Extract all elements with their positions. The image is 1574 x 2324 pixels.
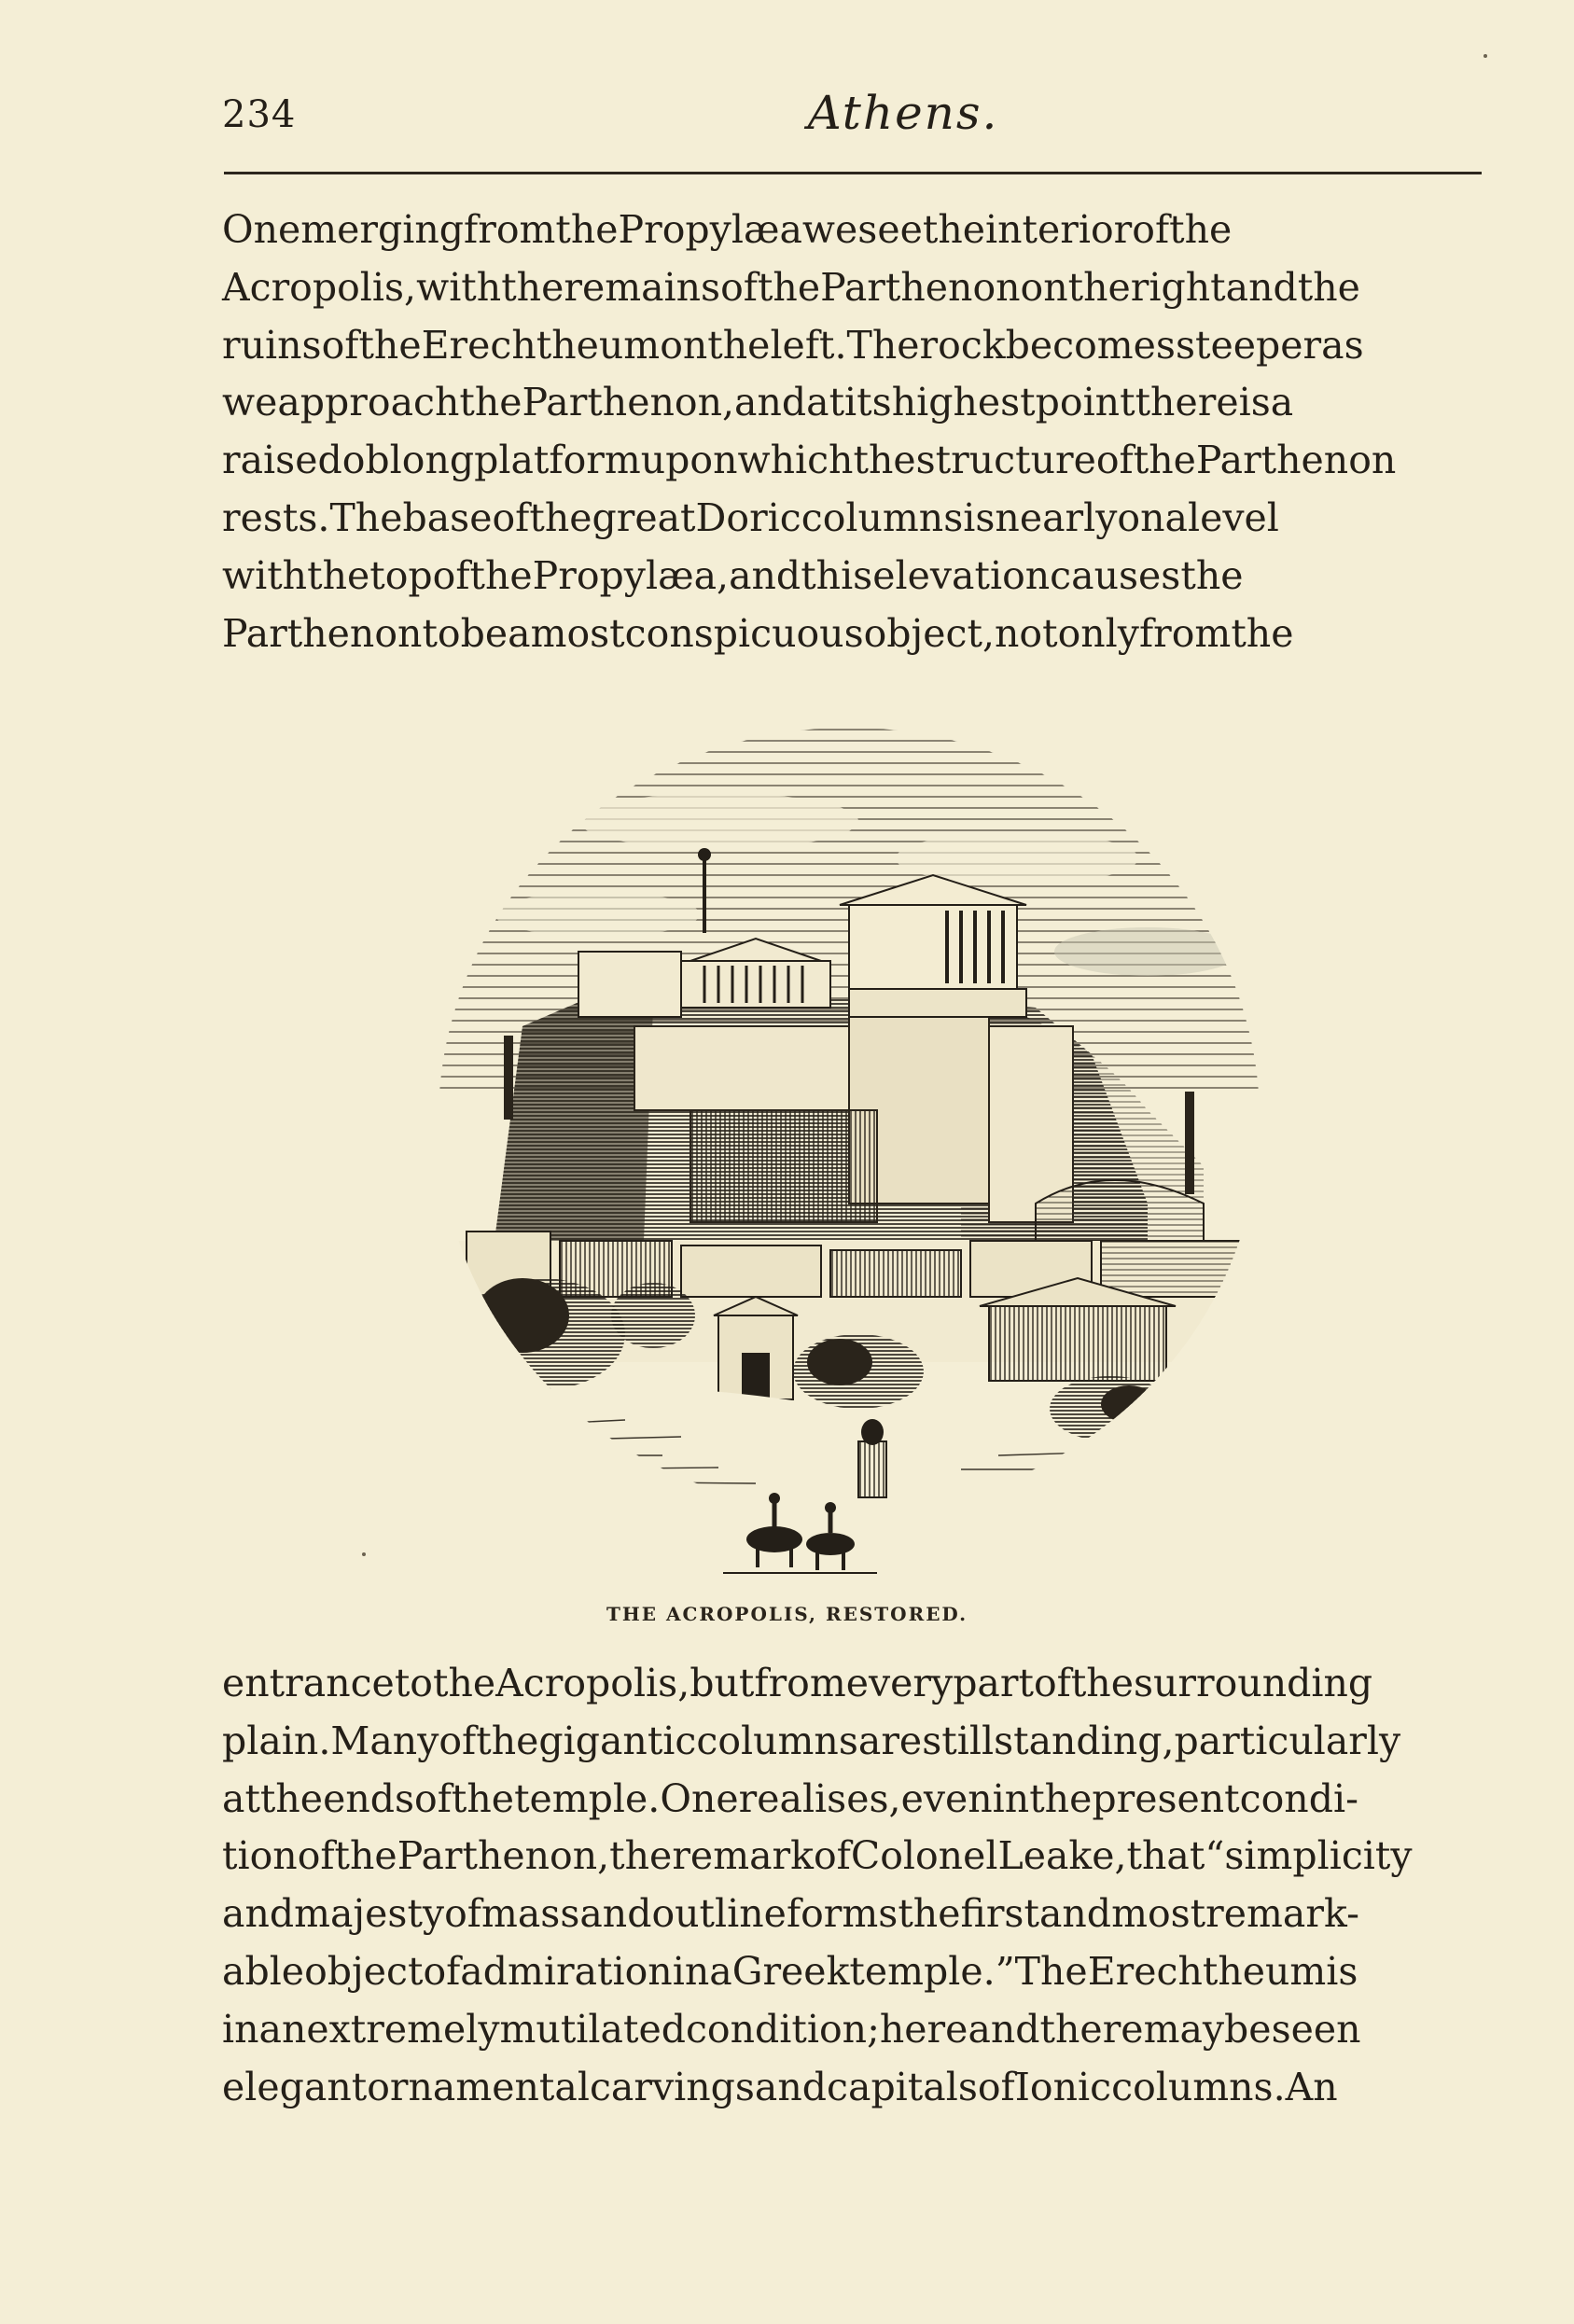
word: the: [1133, 438, 1196, 483]
word: not: [995, 610, 1058, 656]
word: columns: [801, 494, 964, 540]
word: and: [1038, 1891, 1112, 1937]
word: temple.: [514, 1775, 661, 1821]
text-line: [222, 548, 1480, 605]
word: its: [844, 380, 892, 425]
word: the: [451, 1775, 515, 1821]
word: every: [845, 1661, 954, 1705]
word: forms: [786, 1891, 898, 1937]
word: at: [222, 1775, 260, 1821]
word: are: [857, 1718, 923, 1763]
word: highest: [891, 380, 1036, 425]
word: and: [754, 2064, 828, 2109]
word: Acropolis,: [222, 264, 417, 310]
word: be: [460, 610, 508, 656]
word: seen: [1271, 2006, 1361, 2052]
word: part: [953, 1661, 1034, 1705]
word: of: [423, 1948, 461, 1994]
word: be: [1224, 2006, 1272, 2052]
text-line: [222, 1713, 1480, 1771]
word: mutilated: [499, 2006, 686, 2052]
word: the: [476, 1718, 539, 1763]
word: Colonel: [850, 1833, 998, 1879]
word: Parthenon,: [397, 1833, 610, 1879]
word: causes: [1050, 552, 1181, 598]
text-line: [222, 2001, 1480, 2059]
word: that: [1126, 1833, 1205, 1879]
word: structure: [915, 438, 1096, 483]
word: we: [801, 207, 858, 252]
word: the: [922, 207, 986, 252]
word: most: [1111, 1891, 1206, 1937]
word: of: [444, 1891, 481, 1937]
page-number: 234: [222, 93, 297, 136]
word: level: [1187, 494, 1279, 540]
word: able: [222, 1948, 305, 1994]
word: a: [709, 1948, 732, 1994]
word: a: [1164, 494, 1188, 540]
word: Acropolis,: [495, 1661, 690, 1705]
word: in: [672, 1948, 710, 1994]
word: columns: [696, 1718, 858, 1763]
word: the: [307, 552, 370, 598]
word: of: [297, 1833, 335, 1879]
word: of: [321, 322, 359, 368]
text-line: [222, 374, 1480, 432]
word: Many: [330, 1718, 439, 1763]
word: majesty: [294, 1891, 445, 1937]
word: The: [1014, 1948, 1088, 1994]
word: of: [492, 494, 530, 540]
word: Parthenon: [222, 610, 423, 656]
text-line: [222, 490, 1480, 548]
text-line: [222, 259, 1480, 317]
word: present: [1092, 1775, 1240, 1821]
word: is: [1326, 1948, 1358, 1994]
word: only: [1057, 610, 1139, 656]
word: object,: [863, 610, 996, 656]
word: the: [1029, 1775, 1093, 1821]
word: the: [1180, 552, 1244, 598]
word: to: [422, 610, 461, 656]
word: but: [689, 1661, 755, 1705]
word: admiration: [460, 1948, 673, 1994]
word: an: [258, 2006, 307, 2052]
text-line: [222, 317, 1480, 375]
paragraph-bottom: [222, 1655, 1480, 2116]
word: upon: [640, 438, 738, 483]
word: Propylæa,: [532, 552, 730, 598]
word: Propylæa: [618, 207, 802, 252]
word: is: [1238, 380, 1271, 425]
figure-caption: THE ACROPOLIS, RESTORED.: [606, 1603, 968, 1625]
word: Leake,: [997, 1833, 1127, 1879]
word: the: [259, 1775, 324, 1821]
word: interior: [985, 207, 1133, 252]
word: Doric: [695, 494, 801, 540]
word: gigantic: [538, 1718, 697, 1763]
word: becomes: [1005, 322, 1176, 368]
word: of: [439, 1718, 477, 1763]
word: rock: [919, 322, 1006, 368]
word: remark-: [1205, 1891, 1359, 1937]
word: and: [579, 1891, 652, 1937]
word: mass: [481, 1891, 580, 1937]
word: tion: [222, 1833, 298, 1879]
word: Erechtheum: [421, 322, 661, 368]
word: there: [1135, 380, 1239, 425]
word: top: [369, 552, 433, 598]
word: point: [1035, 380, 1135, 425]
word: of: [414, 1775, 452, 1821]
word: Greek: [731, 1948, 850, 1994]
word: Erechtheum: [1087, 1948, 1327, 1994]
word: as: [1321, 322, 1364, 368]
word: of: [1095, 438, 1134, 483]
word: surrounding: [1133, 1661, 1373, 1705]
word: with: [416, 264, 502, 310]
text-line: [222, 1828, 1480, 1886]
word: The: [846, 322, 920, 368]
header-rule: [224, 172, 1482, 174]
word: the: [501, 264, 564, 310]
word: right: [1130, 264, 1226, 310]
word: elevation: [872, 552, 1051, 598]
word: the: [898, 1891, 961, 1937]
word: here: [879, 2006, 968, 2052]
word: and: [968, 2006, 1040, 2052]
word: steeper: [1175, 322, 1322, 368]
word: on: [1117, 494, 1165, 540]
word: in: [222, 2006, 259, 2052]
word: the: [757, 264, 821, 310]
word: Parthenon: [1195, 438, 1397, 483]
word: on: [1020, 264, 1068, 310]
word: the: [609, 1833, 673, 1879]
word: raised: [222, 438, 342, 483]
word: of: [1132, 207, 1170, 252]
word: of: [432, 552, 470, 598]
word: a: [1270, 380, 1294, 425]
word: the: [1067, 264, 1131, 310]
text-line: [222, 1771, 1480, 1829]
word: emerging: [278, 207, 465, 252]
word: approach: [277, 380, 460, 425]
word: from: [464, 207, 556, 252]
word: great: [592, 494, 696, 540]
word: entrance: [222, 1661, 395, 1705]
word: this: [801, 552, 873, 598]
word: on: [660, 322, 708, 368]
word: first: [960, 1891, 1039, 1937]
word: still: [922, 1718, 995, 1763]
word: conspicuous: [624, 610, 864, 656]
word: the: [459, 380, 522, 425]
word: with: [222, 552, 308, 598]
word: Ionic: [1014, 2064, 1112, 2109]
word: Parthenon,: [522, 380, 735, 425]
word: the: [555, 207, 619, 252]
word: the: [358, 322, 422, 368]
word: most: [530, 610, 625, 656]
word: and: [729, 552, 801, 598]
word: particularly: [1174, 1718, 1401, 1763]
word: the: [1169, 207, 1233, 252]
word: to: [394, 1661, 433, 1705]
word: the: [707, 322, 771, 368]
word: we: [222, 380, 278, 425]
word: platform: [474, 438, 641, 483]
acropolis-engraving: [439, 718, 1260, 1586]
word: of: [977, 2064, 1015, 2109]
text-line: [222, 1886, 1480, 1943]
word: realises,: [738, 1775, 901, 1821]
text-line: [222, 605, 1480, 663]
word: remains: [564, 264, 721, 310]
paragraph-top: [222, 202, 1480, 662]
word: The: [329, 494, 403, 540]
word: plain.: [222, 1718, 331, 1763]
word: and: [1225, 264, 1298, 310]
word: rests.: [222, 494, 330, 540]
word: carvings: [589, 2064, 755, 2109]
word: the: [1231, 610, 1294, 656]
word: condition: [685, 2006, 868, 2052]
text-line: [222, 1655, 1480, 1713]
word: the: [433, 1661, 496, 1705]
word: ends: [323, 1775, 415, 1821]
page-header: [222, 86, 1482, 142]
running-title: Athens.: [807, 86, 999, 140]
word: the: [529, 494, 592, 540]
word: elegant: [222, 2064, 368, 2109]
text-line: [222, 1943, 1480, 2001]
word: columns.: [1111, 2064, 1286, 2109]
word: remark: [672, 1833, 814, 1879]
print-speck: [1483, 54, 1487, 58]
word: extremely: [306, 2006, 500, 2052]
word: the: [1070, 1661, 1134, 1705]
word: may: [1143, 2006, 1225, 2052]
word: the: [1297, 264, 1360, 310]
word: of: [1033, 1661, 1071, 1705]
word: in: [992, 1775, 1030, 1821]
word: is: [963, 494, 996, 540]
word: capitals: [827, 2064, 978, 2109]
word: base: [402, 494, 493, 540]
word: and: [734, 380, 807, 425]
word: and: [222, 1891, 295, 1937]
word: a: [508, 610, 531, 656]
word: see: [857, 207, 923, 252]
word: One: [660, 1775, 739, 1821]
word: “simplicity: [1205, 1833, 1413, 1879]
text-line: [222, 202, 1480, 259]
word: object: [304, 1948, 424, 1994]
text-line: [222, 2059, 1480, 2117]
word: even: [900, 1775, 993, 1821]
word: which: [737, 438, 854, 483]
word: the: [469, 552, 533, 598]
word: An: [1285, 2064, 1338, 2109]
word: oblong: [341, 438, 475, 483]
word: from: [754, 1661, 846, 1705]
text-line: [222, 432, 1480, 490]
word: ruins: [222, 322, 322, 368]
word: temple.”: [849, 1948, 1015, 1994]
word: condi-: [1239, 1775, 1358, 1821]
word: from: [1138, 610, 1232, 656]
word: at: [806, 380, 845, 425]
word: outline: [651, 1891, 787, 1937]
print-speck: [362, 1552, 366, 1556]
word: of: [720, 264, 758, 310]
word: On: [222, 207, 279, 252]
word: left.: [770, 322, 847, 368]
word: the: [853, 438, 916, 483]
word: nearly: [995, 494, 1118, 540]
word: the: [334, 1833, 397, 1879]
word: ornamental: [367, 2064, 590, 2109]
word: standing,: [994, 1718, 1175, 1763]
word: Parthenon: [820, 264, 1021, 310]
word: of: [813, 1833, 851, 1879]
word: ;: [867, 2006, 880, 2052]
word: there: [1039, 2006, 1144, 2052]
